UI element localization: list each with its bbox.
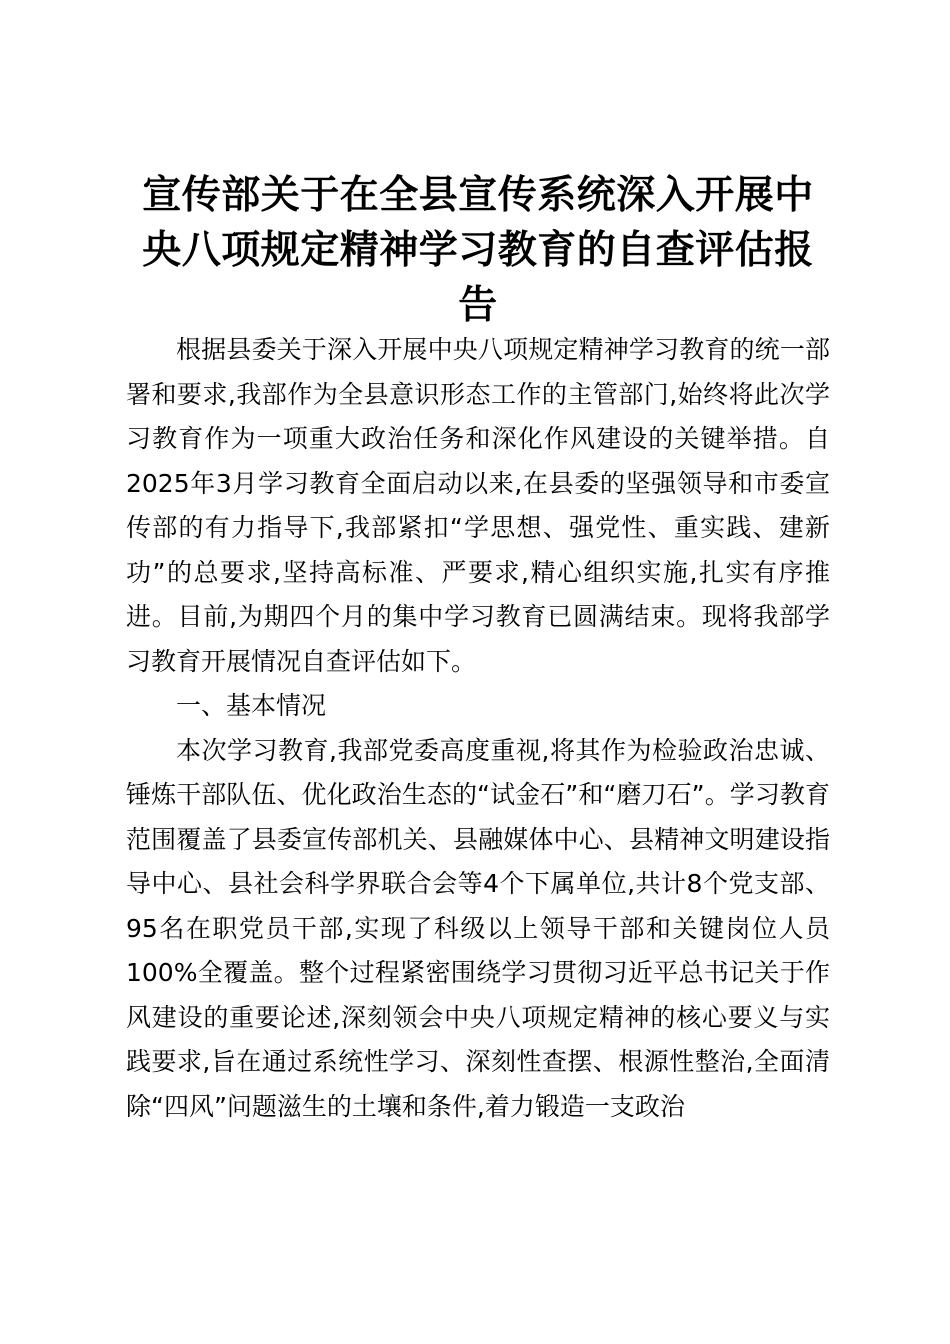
document-title: 宣传部关于在全县宣传系统深入开展中央八项规定精神学习教育的自查评估报告 (142, 173, 814, 328)
paragraph-basic-situation: 本次学习教育,我部党委高度重视,将其作为检验政治忠诚、锤炼干部队伍、优化政治生态的“试金石”和“磨刀石”。学习教育范围覆盖了县委宣传部机关、县融媒体中心、县精神文明建设指导中心、县社会科学界联合会等4个下属单位,共计8个党支部、95名在职党员干部,实现了科级以上领导干部和关键岗位人员100%全覆盖。整个过程紧密围绕学习贯彻习近平总书记关于作风建设的重要论述,深刻领会中央八项规定精神的核心要义与实践要求,旨在通过系统性学习、深刻性查摆、根源性整治,全面清除“四风”问题滋生的土壤和条件,着力锻造一支政治 (126, 735, 830, 1121)
document-body (126, 328, 830, 1129)
paragraph-intro: 根据县委关于深入开展中央八项规定精神学习教育的统一部署和要求,我部作为全县意识形态工作的主管部门,始终将此次学习教育作为一项重大政治任务和深化作风建设的关键举措。自2025年3月学习教育全面启动以来,在县委的坚强领导和市委宣传部的有力指导下,我部紧扣“学思想、强党性、重实践、建新功”的总要求,坚持高标准、严要求,精心组织实施,扎实有序推进。目前,为期四个月的集中学习教育已圆满结束。现将我部学习教育开展情况自查评估如下。 (126, 335, 830, 676)
section-heading-basic-situation: 一、基本情况 (176, 691, 327, 720)
